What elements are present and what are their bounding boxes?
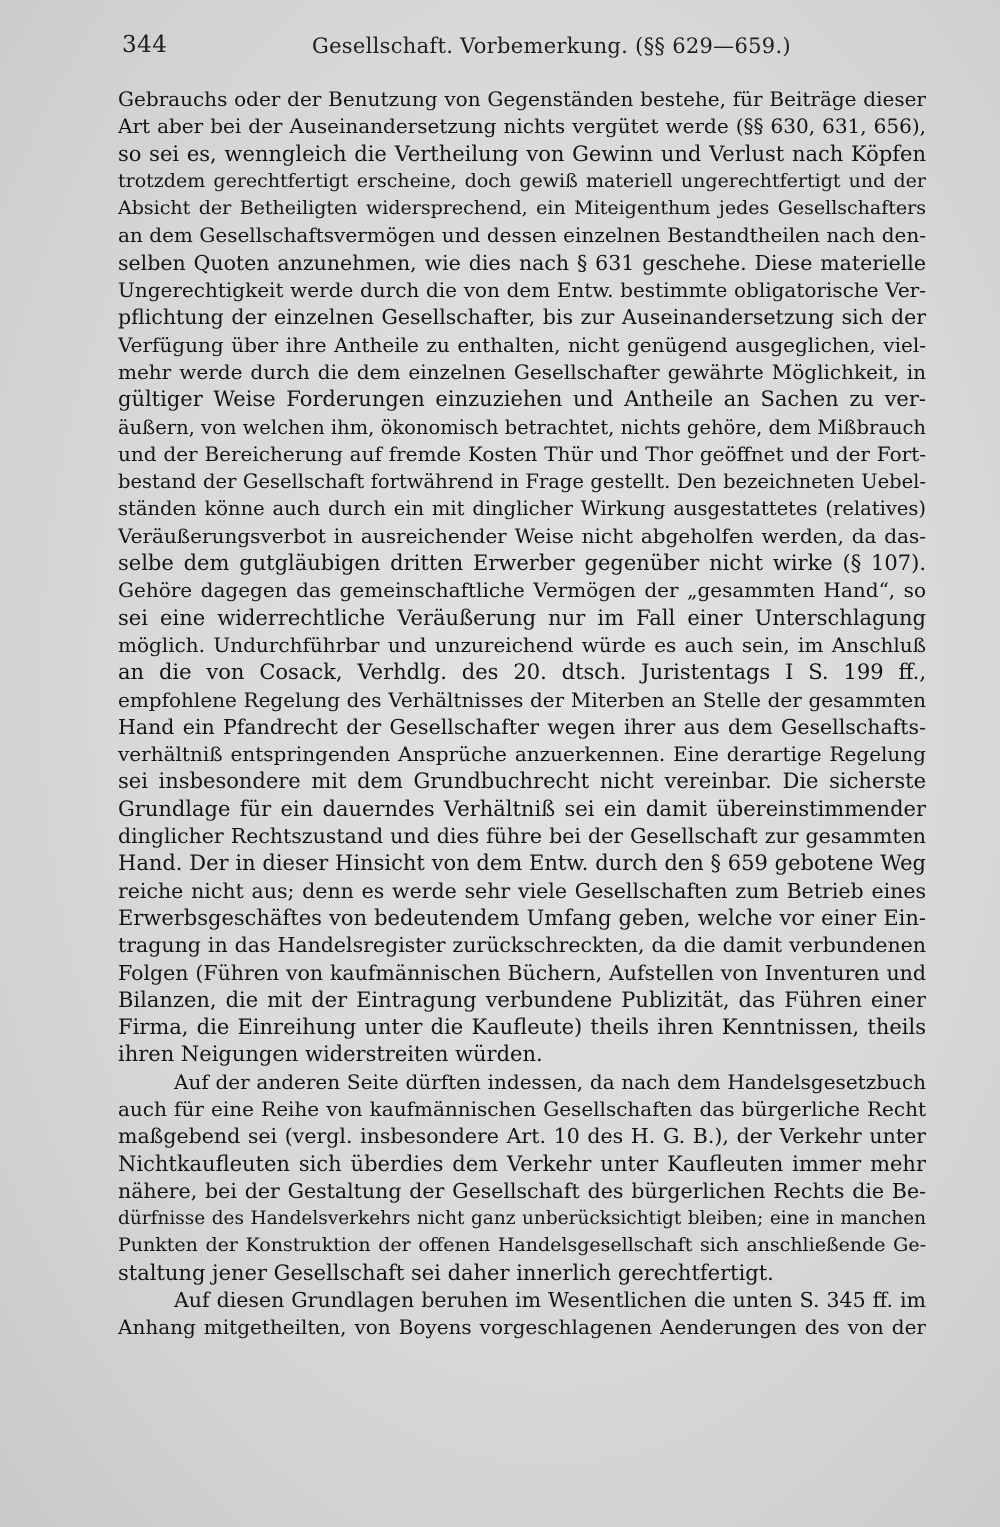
text-line: auch für eine Reihe von kaufmännischen Gesellschaften das bürgerliche Recht: [118, 1096, 926, 1121]
text-line: Art aber bei der Auseinandersetzung nichts vergütet werde (§§ 630, 631, 656),: [118, 114, 926, 139]
text-line: mehr werde durch die dem einzelnen Gesellschafter gewährte Möglichkeit, in: [118, 359, 926, 384]
text-line: Veräußerungsverbot in ausreichender Weise nicht abgeholfen werden, da das-: [118, 523, 926, 548]
text-line: Hand ein Pfandrecht der Gesellschafter wegen ihrer aus dem Gesellschafts-: [118, 714, 926, 739]
text-line: Gehöre dagegen das gemeinschaftliche Vermögen der „gesammten Hand“, so: [118, 578, 926, 603]
text-line: bestand der Gesellschaft fortwährend in Frage gestellt. Den bezeichneten Uebel-: [118, 470, 926, 494]
text-line: Auf diesen Grundlagen beruhen im Wesentlichen die unten S. 345 ff. im: [174, 1288, 926, 1313]
text-line: sei insbesondere mit dem Grundbuchrecht nicht vereinbar. Die sicherste: [118, 769, 926, 794]
page-header: [122, 32, 922, 72]
text-line: staltung jener Gesellschaft sei daher innerlich gerechtfertigt.: [118, 1260, 774, 1285]
text-line: reiche nicht aus; denn es werde sehr viele Gesellschaften zum Betrieb eines: [118, 878, 926, 903]
text-line: Gebrauchs oder der Benutzung von Gegenständen bestehe, für Beiträge dieser: [118, 87, 926, 111]
text-line: Hand. Der in dieser Hinsicht von dem Entw. durch den § 659 gebotene Weg: [118, 851, 926, 876]
text-line: Punkten der Konstruktion der offenen Handelsgesellschaft sich anschließende Ge-: [118, 1234, 926, 1257]
text-line: dinglicher Rechtszustand und dies führe bei der Gesellschaft zur gesammten: [118, 824, 926, 849]
text-line: Bilanzen, die mit der Eintragung verbundene Publizität, das Führen einer: [118, 987, 926, 1012]
text-line: gültiger Weise Forderungen einzuziehen und Antheile an Sachen zu ver-: [118, 387, 926, 412]
text-line: so sei es, wenngleich die Vertheilung von Gewinn und Verlust nach Köpfen: [118, 141, 926, 166]
text-line: tragung in das Handelsregister zurückschreckten, da die damit verbundenen: [118, 933, 926, 958]
text-line: selbe dem gutgläubigen dritten Erwerber gegenüber nicht wirke (§ 107).: [118, 551, 926, 576]
text-line: an die von Cosack, Verhdlg. des 20. dtsch. Juristentags I S. 199 ff.,: [118, 660, 926, 685]
text-line: ständen könne auch durch ein mit dinglicher Wirkung ausgestattetes (relatives): [118, 497, 926, 521]
text-line: Ungerechtigkeit werde durch die von dem Entw. bestimmte obligatorische Ver-: [118, 278, 926, 303]
text-line: Auf der anderen Seite dürften indessen, da nach dem Handelsgesetzbuch: [174, 1069, 926, 1094]
text-line: maßgebend sei (vergl. insbesondere Art. 10 des H. G. B.), der Verkehr unter: [118, 1124, 926, 1149]
text-line: möglich. Undurchführbar und unzureichend würde es auch sein, im Anschluß: [118, 632, 926, 657]
text-line: ihren Neigungen widerstreiten würden.: [118, 1042, 543, 1067]
text-line: sei eine widerrechtliche Veräußerung nur im Fall einer Unterschlagung: [118, 605, 926, 630]
text-line: an dem Gesellschaftsvermögen und dessen einzelnen Bestandtheilen nach den-: [118, 223, 926, 248]
text-line: verhältniß entspringenden Ansprüche anzuerkennen. Eine derartige Regelung: [118, 742, 926, 767]
running-head: Gesellschaft. Vorbemerkung. (§§ 629—659.): [312, 34, 791, 58]
text-line: Absicht der Betheiligten widersprechend, ein Miteigenthum jedes Gesellschafters: [118, 197, 926, 220]
page-number: 344: [122, 32, 168, 58]
text-line: Anhang mitgetheilten, von Boyens vorgeschlagenen Aenderungen des von der: [118, 1315, 926, 1340]
text-line: pflichtung der einzelnen Gesellschafter, bis zur Auseinandersetzung sich der: [118, 305, 926, 330]
text-line: Folgen (Führen von kaufmännischen Büchern, Aufstellen von Inventuren und: [118, 960, 926, 985]
text-line: äußern, von welchen ihm, ökonomisch betrachtet, nichts gehöre, dem Mißbrauch: [118, 415, 926, 439]
text-line: selben Quoten anzunehmen, wie dies nach § 631 geschehe. Diese materielle: [118, 250, 926, 275]
text-line: Nichtkaufleuten sich überdies dem Verkehr unter Kaufleuten immer mehr: [118, 1151, 926, 1176]
text-line: nähere, bei der Gestaltung der Gesellschaft des bürgerlichen Rechts die Be-: [118, 1178, 926, 1203]
text-line: empfohlene Regelung des Verhältnisses der Miterben an Stelle der gesammten: [118, 687, 926, 712]
text-line: Firma, die Einreihung unter die Kaufleute) theils ihren Kenntnissen, theils: [118, 1015, 926, 1040]
text-line: trotzdem gerechtfertigt erscheine, doch gewiß materiell ungerechtfertigt und der: [118, 169, 926, 192]
text-line: Verfügung über ihre Antheile zu enthalten, nicht genügend ausgeglichen, viel-: [118, 332, 926, 357]
text-line: Grundlage für ein dauerndes Verhältniß sei ein damit übereinstimmender: [118, 796, 926, 821]
text-line: Erwerbsgeschäftes von bedeutendem Umfang geben, welche vor einer Ein-: [118, 905, 926, 930]
body-text: [118, 86, 926, 1342]
text-line: und der Bereicherung auf fremde Kosten Thür und Thor geöffnet und der Fort-: [118, 441, 926, 466]
text-line: dürfnisse des Handelsverkehrs nicht ganz unberücksichtigt bleiben; eine in manchen: [118, 1208, 926, 1230]
